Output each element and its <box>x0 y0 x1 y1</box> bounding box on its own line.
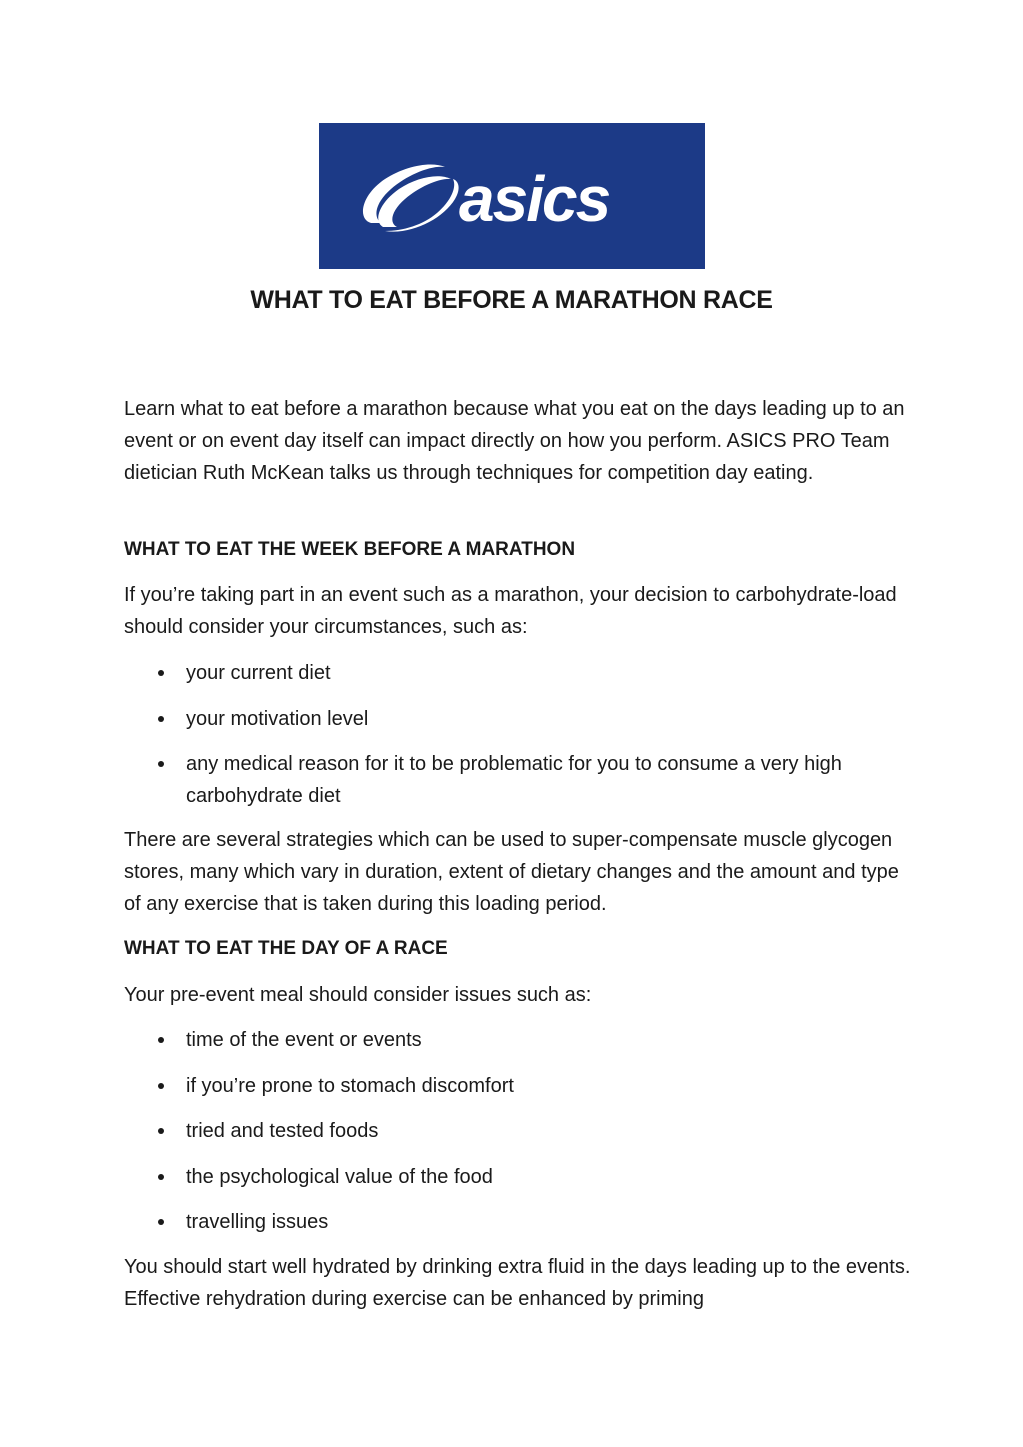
asics-logo <box>319 123 705 269</box>
intro-paragraph: Learn what to eat before a marathon because what you eat on the days leading up to an event or on event day itself can impact directly on how you perform. ASICS PRO Team dietician Ruth McKean talks us through techniques for competition day eating. <box>124 398 905 484</box>
list-item-text: any medical reason for it to be problematic for you to consume a very high carbohydrate diet <box>186 753 842 807</box>
section-heading-race-day: WHAT TO EAT THE DAY OF A RACE <box>124 938 448 959</box>
section1-closing-paragraph: There are several strategies which can be used to super-compensate muscle glycogen stores, many which vary in duration, extent of dietary changes and the amount and type of any exercise that is taken during this loading period. <box>124 829 899 915</box>
bullet-icon <box>158 1037 164 1043</box>
list-item <box>124 1070 914 1102</box>
list-item-text: tried and tested foods <box>186 1120 379 1142</box>
bullet-icon <box>158 1083 164 1089</box>
svg-text:asics: asics <box>459 163 610 235</box>
list-item-text: travelling issues <box>186 1211 329 1233</box>
section1-bullet-list <box>124 657 914 826</box>
document-title: WHAT TO EAT BEFORE A MARATHON RACE <box>250 286 773 314</box>
list-item <box>124 703 914 735</box>
section1-lead-paragraph: If you’re taking part in an event such as a marathon, your decision to carbohydrate-load should consider your circumstances, such as: <box>124 584 897 638</box>
bullet-icon <box>158 1128 164 1134</box>
list-item <box>124 1024 914 1056</box>
list-item <box>124 1161 914 1193</box>
section2-closing-paragraph: You should start well hydrated by drinking extra fluid in the days leading up to the events. Effective rehydration during exercise can be enhanced by priming <box>124 1256 911 1310</box>
bullet-icon <box>158 1174 164 1180</box>
section2-lead-paragraph: Your pre-event meal should consider issues such as: <box>124 984 592 1006</box>
bullet-icon <box>158 670 164 676</box>
list-item <box>124 657 914 689</box>
list-item-text: if you’re prone to stomach discomfort <box>186 1074 514 1097</box>
bullet-icon <box>158 716 164 722</box>
list-item-text: your motivation level <box>186 707 369 730</box>
list-item-text: your current diet <box>186 662 331 684</box>
section-heading-week-before: WHAT TO EAT THE WEEK BEFORE A MARATHON <box>124 539 576 560</box>
bullet-icon <box>158 1219 164 1225</box>
list-item-text: the psychological value of the food <box>186 1165 493 1188</box>
list-item <box>124 1115 914 1147</box>
section2-bullet-list <box>124 1024 914 1252</box>
list-item-text: time of the event or events <box>186 1029 422 1051</box>
list-item <box>124 748 914 812</box>
list-item <box>124 1206 914 1238</box>
bullet-icon <box>158 761 164 767</box>
